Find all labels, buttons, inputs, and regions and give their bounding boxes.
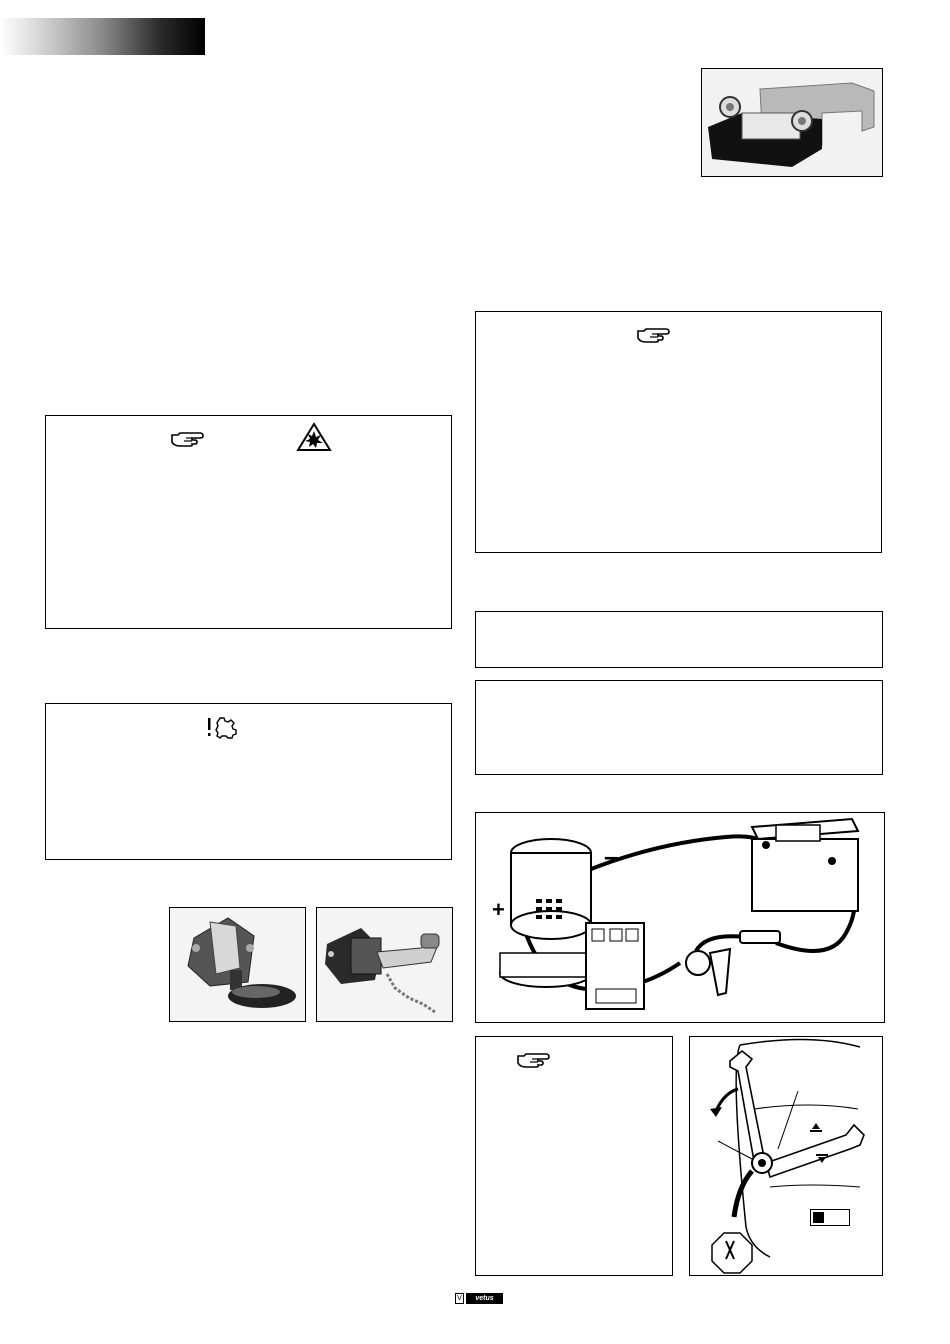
brand-word: vetus [466,1293,503,1304]
caution-box [45,703,452,860]
wiring-diagram [475,812,885,1023]
pointing-hand-icon [170,430,206,448]
caution-gear-icon [204,714,240,740]
battery-switch-photo-2 [316,907,453,1022]
warning-box-explosion [45,415,452,629]
note-box-medium [475,680,883,775]
minus-sign: – [604,841,619,871]
battery-switch-photo-1 [169,907,306,1022]
plus-sign: + [492,897,505,922]
note-box-small [475,611,883,668]
header-gradient-bar [0,18,205,55]
tool-label [810,1209,850,1226]
explosion-warning-icon [296,422,332,452]
pointing-hand-icon [636,326,672,344]
vetus-logo [455,1292,503,1304]
pointing-hand-icon [516,1051,552,1069]
note-box-bottom [475,1036,673,1276]
note-box-right [475,311,882,553]
brand-mark: V [455,1293,464,1304]
wrench-illustration [689,1036,883,1276]
fuse-holder-photo [701,68,883,177]
